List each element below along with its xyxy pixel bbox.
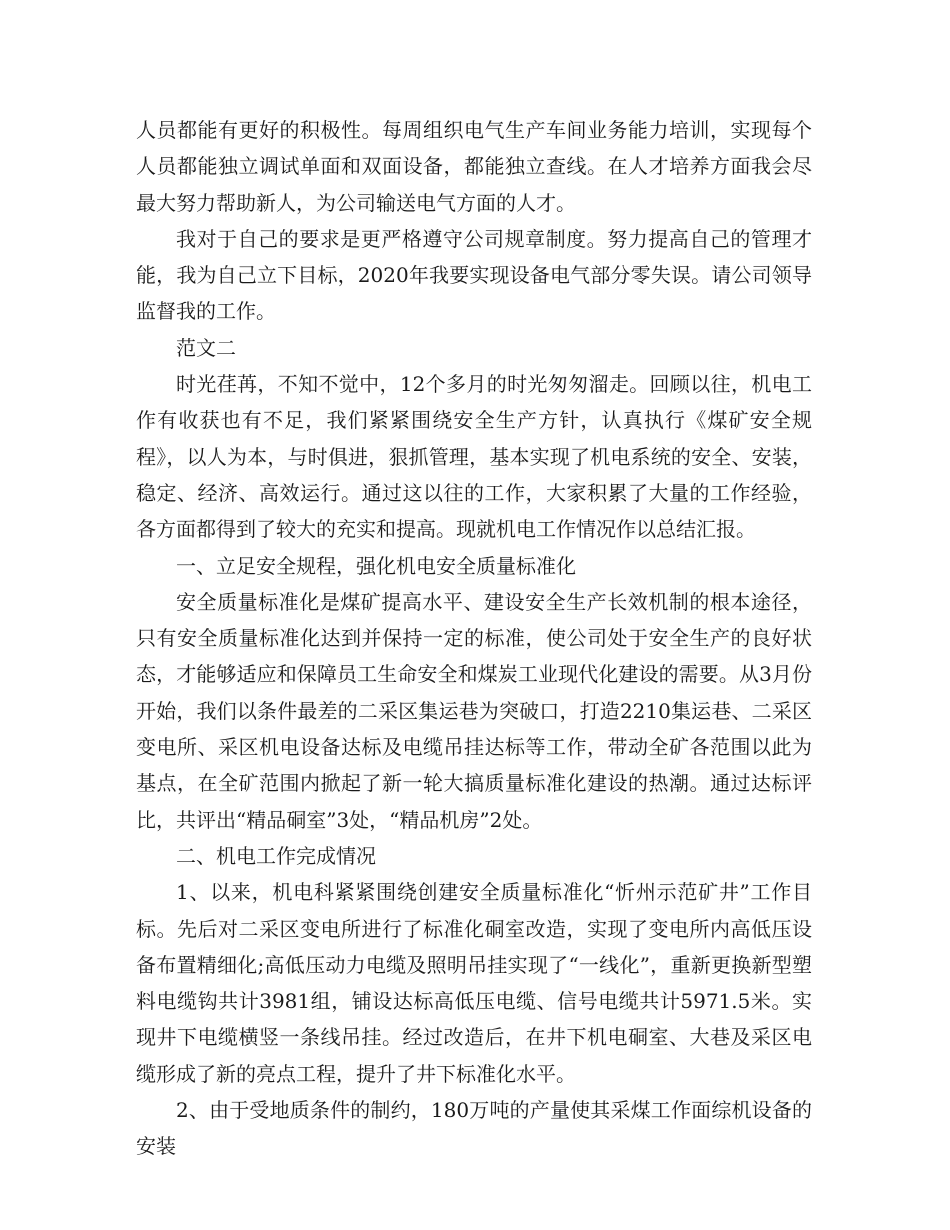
paragraph: 1、以来，机电科紧紧围绕创建安全质量标准化“忻州示范矿井”工作目标。先后对二采区变电所进行了标准化硐室改造，实现了变电所内高低压设备布置精细化;高低压动力电缆及照明吊挂实现了“一线化”，重新更换新型塑料电缆钩共计3981组，铺设达标高低压电缆、信号电缆共计5971.5米。实现井下电缆横竖一条线吊挂。经过改造后，在井下机电硐室、大巷及采区电缆形成了新的亮点工程，提升了井下标准化水平。 [136,880,812,1086]
paragraph: 安全质量标准化是煤矿提高水平、建设安全生产长效机制的根本途径，只有安全质量标准化达到并保持一定的标准，使公司处于安全生产的良好状态，才能够适应和保障员工生命安全和煤炭工业现代化建设的需要。从3月份开始，我们以条件最差的二采区集运巷为突破口，打造2210集运巷、二采区变电所、采区机电设备达标及电缆吊挂达标等工作，带动全矿各范围以此为基点，在全矿范围内掀起了新一轮大搞质量标准化建设的热潮。通过达标评比，共评出“精品硐室”3处，“精品机房”2处。 [136,589,812,832]
paragraph: 人员都能有更好的积极性。每周组织电气生产车间业务能力培训，实现每个人员都能独立调试单面和双面设备，都能独立查线。在人才培养方面我会尽最大努力帮助新人，为公司输送电气方面的人才。 [136,118,812,215]
paragraph: 我对于自己的要求是更严格遵守公司规章制度。努力提高自己的管理才能，我为自己立下目标，2020年我要实现设备电气部分零失误。请公司领导监督我的工作。 [136,226,812,324]
paragraph: 时光荏苒，不知不觉中，12个多月的时光匆匆溜走。回顾以往，机电工作有收获也有不足，我们紧紧围绕安全生产方针，认真执行《煤矿安全规程》，以人为本，与时俱进，狠抓管理，基本实现了机电系统的安全、安装，稳定、经济、高效运行。通过这以往的工作，大家积累了大量的工作经验，各方面都得到了较大的充实和提高。现就机电工作情况作以总结汇报。 [136,372,812,542]
section-heading: 一、立足安全规程，强化机电安全质量标准化 [176,553,576,578]
document-body [136,112,812,1165]
section-heading: 二、机电工作完成情况 [176,843,376,868]
section-heading: 范文二 [176,335,236,360]
paragraph: 2、由于受地质条件的制约，180万吨的产量使其采煤工作面综机设备的安装 [136,1098,812,1159]
